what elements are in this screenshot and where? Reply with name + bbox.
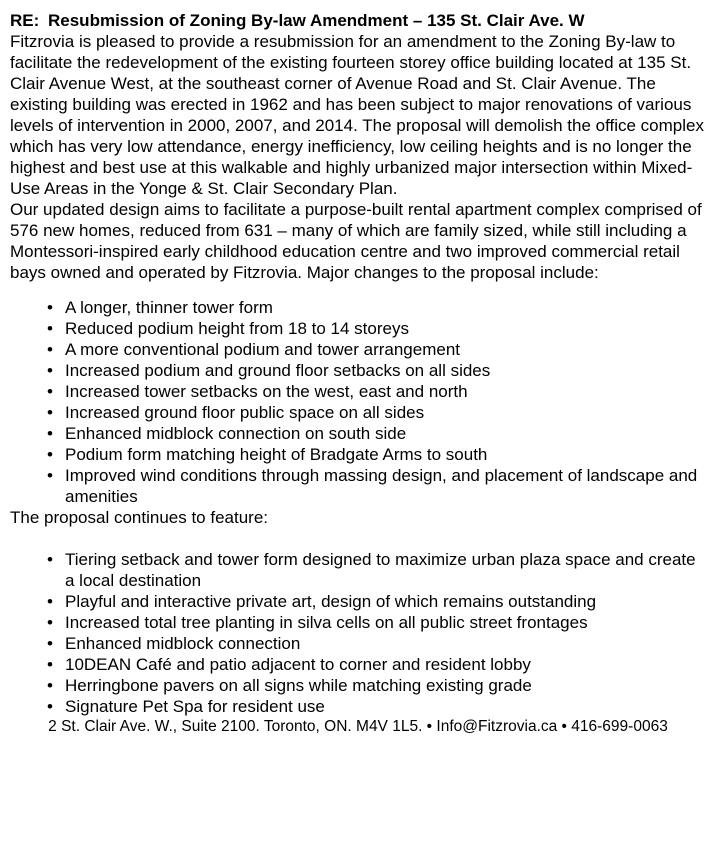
bullet-icon: • <box>47 382 53 401</box>
bullet-item <box>10 444 706 465</box>
bullet-icon: • <box>47 634 53 653</box>
bullet-icon: • <box>47 655 53 674</box>
bullet-item-text: 10DEAN Café and patio adjacent to corner and resident lobby <box>65 655 531 674</box>
bullet-item <box>10 612 706 633</box>
bullet-icon: • <box>47 613 53 632</box>
bullet-item-text: Increased podium and ground floor setbacks on all sides <box>65 361 491 380</box>
bullet-item <box>10 381 706 402</box>
bullet-item <box>10 633 706 654</box>
bullet-item <box>10 318 706 339</box>
bullet-item-text: Increased ground floor public space on all sides <box>65 403 425 422</box>
bullet-icon: • <box>47 592 53 611</box>
bullet-icon: • <box>47 466 53 485</box>
bullet-item <box>10 297 706 318</box>
subject-prefix: RE: <box>10 11 40 30</box>
bullet-item <box>10 423 706 444</box>
bullet-icon: • <box>47 424 53 443</box>
bullet-icon: • <box>47 676 53 695</box>
bullet-icon: • <box>47 445 53 464</box>
paragraph-updated-design: Our updated design aims to facilitate a purpose-built rental apartment complex comprised of 576 new homes, reduced from 631 – many of which are family sized, while still including a Montessori-inspired early childhood education centre and two improved commercial retail bays owned and operated by Fitzrovia. Major changes to the proposal include: <box>10 200 702 282</box>
bullet-item <box>10 591 706 612</box>
subject-title: Resubmission of Zoning By-law Amendment – 135 St. Clair Ave. W <box>48 11 585 30</box>
bullet-item <box>10 654 706 675</box>
bullet-item-text: Herringbone pavers on all signs while matching existing grade <box>65 676 532 695</box>
bullet-item-text: Enhanced midblock connection on south side <box>65 424 407 443</box>
bullet-item <box>10 402 706 423</box>
bullet-icon: • <box>47 550 53 569</box>
bullet-item-text: A longer, thinner tower form <box>65 298 273 317</box>
bullet-icon: • <box>47 340 53 359</box>
bullet-item-text: Signature Pet Spa for resident use <box>65 697 325 716</box>
bullet-item <box>10 696 706 717</box>
bullet-icon: • <box>47 361 53 380</box>
bullet-item-text: Playful and interactive private art, design of which remains outstanding <box>65 592 597 611</box>
bullet-item-text: Improved wind conditions through massing design, and placement of landscape and amenities <box>65 466 698 506</box>
bullet-icon: • <box>47 319 53 338</box>
bullet-item-text: Reduced podium height from 18 to 14 storeys <box>65 319 409 338</box>
paragraph-continues-to-feature: The proposal continues to feature: <box>10 508 268 527</box>
bullet-item-text: Increased tower setbacks on the west, east and north <box>65 382 468 401</box>
bullet-item-text: Tiering setback and tower form designed to maximize urban plaza space and create a local destination <box>65 550 696 590</box>
paragraph-intro: Fitzrovia is pleased to provide a resubmission for an amendment to the Zoning By-law to facilitate the redevelopment of the existing fourteen storey office building located at 135 St. Clair Avenue West, at the southeast corner of Avenue Road and St. Clair Avenue. The existing building was erected in 1962 and has been subject to major renovations of various levels of intervention in 2000, 2007, and 2014. The proposal will demolish the office complex which has very low attendance, energy inefficiency, low ceiling heights and is no longer the highest and best use at this walkable and highly urbanized major intersection within Mixed-Use Areas in the Yonge & St. Clair Secondary Plan. <box>10 32 704 198</box>
bullet-item-text: Podium form matching height of Bradgate Arms to south <box>65 445 488 464</box>
bullet-icon: • <box>47 298 53 317</box>
bullet-item <box>10 675 706 696</box>
bullet-item <box>10 339 706 360</box>
major-changes-list <box>10 297 706 507</box>
bullet-item-text: A more conventional podium and tower arrangement <box>65 340 461 359</box>
bullet-item <box>10 465 706 507</box>
bullet-icon: • <box>47 403 53 422</box>
bullet-icon: • <box>47 697 53 716</box>
footer-contact-line: 2 St. Clair Ave. W., Suite 2100. Toronto, ON. M4V 1L5. • Info@Fitzrovia.ca • 416-699-0063 <box>48 718 668 735</box>
bullet-item-text: Increased total tree planting in silva cells on all public street frontages <box>65 613 588 632</box>
continuing-features-list <box>10 549 706 717</box>
bullet-item <box>10 549 706 591</box>
subject-line <box>10 10 706 31</box>
bullet-item <box>10 360 706 381</box>
bullet-item-text: Enhanced midblock connection <box>65 634 301 653</box>
